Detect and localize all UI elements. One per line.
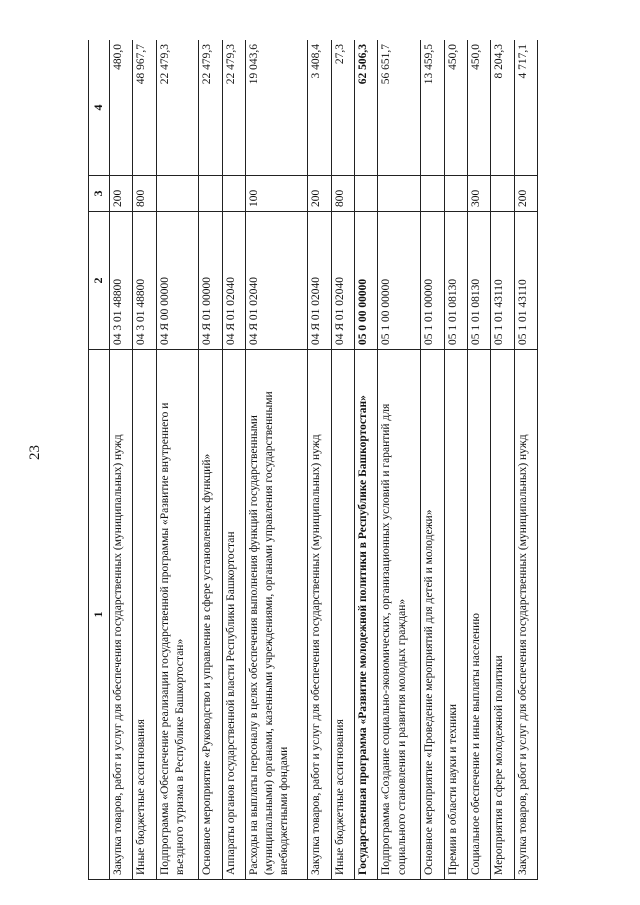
row-name-cell: Основное мероприятие «Проведение мероприятий для детей и молодежи»: [421, 350, 444, 880]
row-amount-cell: 62 506,3: [355, 40, 378, 176]
row-type-cell: [444, 176, 467, 212]
row-code-cell: 05 1 01 08130: [467, 212, 490, 350]
row-code-cell: 05 1 01 43110: [491, 212, 514, 350]
row-code-cell: 05 1 01 08130: [444, 212, 467, 350]
header-cell-type: 3: [89, 176, 110, 212]
row-code-cell: 05 1 01 00000: [421, 212, 444, 350]
table-row: [421, 40, 444, 880]
row-type-cell: 800: [133, 176, 156, 212]
row-type-cell: [491, 176, 514, 212]
table-row: [133, 40, 156, 880]
row-type-cell: [199, 176, 222, 212]
row-code-cell: 04 Я 01 02040: [308, 212, 331, 350]
row-amount-cell: 19 043,6: [246, 40, 308, 176]
table-row: [444, 40, 467, 880]
row-name-cell: Иные бюджетные ассигнования: [331, 350, 354, 880]
budget-table: [88, 40, 538, 880]
row-name-cell: Закупка товаров, работ и услуг для обеспечения государственных (муниципальных) нужд: [514, 350, 537, 880]
row-amount-cell: 3 408,4: [308, 40, 331, 176]
row-amount-cell: 480,0: [109, 40, 132, 176]
row-type-cell: 200: [308, 176, 331, 212]
row-amount-cell: 22 479,3: [222, 40, 245, 176]
row-amount-cell: 22 479,3: [199, 40, 222, 176]
table-row: [246, 40, 308, 880]
row-code-cell: 04 Я 01 02040: [246, 212, 308, 350]
row-type-cell: 100: [246, 176, 308, 212]
header-cell-code: 2: [89, 212, 110, 350]
row-name-cell: Расходы на выплаты персоналу в целях обеспечения выполнения функций государственными (муниципальными) органами, казенными учреждениями, органами управления государственными внебюджетными фондами: [246, 350, 308, 880]
table-row: [355, 40, 378, 880]
table-row: [156, 40, 199, 880]
row-type-cell: 800: [331, 176, 354, 212]
row-code-cell: 04 Я 01 00000: [199, 212, 222, 350]
row-name-cell: Мероприятия в сфере молодежной политики: [491, 350, 514, 880]
row-name-cell: Закупка товаров, работ и услуг для обеспечения государственных (муниципальных) нужд: [308, 350, 331, 880]
row-type-cell: [378, 176, 421, 212]
row-amount-cell: 48 967,7: [133, 40, 156, 176]
row-name-cell: Подпрограмма «Обеспечение реализации государственной программы «Развитие внутреннего и въездного туризма в Республике Башкортостан»: [156, 350, 199, 880]
row-amount-cell: 4 717,1: [514, 40, 537, 176]
table-row: [222, 40, 245, 880]
table-body: [109, 40, 537, 880]
table-row: [467, 40, 490, 880]
table-header-row: [89, 40, 110, 880]
row-amount-cell: 56 651,7: [378, 40, 421, 176]
row-type-cell: [355, 176, 378, 212]
row-name-cell: Подпрограмма «Создание социально-экономических, организационных условий и гарантий для социального становления и развития молодых граждан»: [378, 350, 421, 880]
table-row: [491, 40, 514, 880]
row-type-cell: 200: [109, 176, 132, 212]
row-name-cell: Социальное обеспечение и иные выплаты населению: [467, 350, 490, 880]
row-code-cell: 04 Я 01 02040: [222, 212, 245, 350]
row-code-cell: 05 0 00 00000: [355, 212, 378, 350]
rotated-page-content: [88, 40, 538, 880]
header-cell-name: 1: [89, 350, 110, 880]
row-amount-cell: 450,0: [444, 40, 467, 176]
row-type-cell: [156, 176, 199, 212]
row-type-cell: 200: [514, 176, 537, 212]
row-name-cell: Аппараты органов государственной власти Республики Башкортостан: [222, 350, 245, 880]
table-row: [378, 40, 421, 880]
row-name-cell: Закупка товаров, работ и услуг для обеспечения государственных (муниципальных) нужд: [109, 350, 132, 880]
row-name-cell: Премии в области науки и техники: [444, 350, 467, 880]
row-code-cell: 05 1 01 43110: [514, 212, 537, 350]
row-code-cell: 04 Я 00 00000: [156, 212, 199, 350]
row-amount-cell: 450,0: [467, 40, 490, 176]
table-row: [109, 40, 132, 880]
page-number: 23: [27, 445, 43, 460]
row-amount-cell: 13 459,5: [421, 40, 444, 176]
row-name-cell: Государственная программа «Развитие молодежной политики в Республике Башкортостан»: [355, 350, 378, 880]
row-amount-cell: 27,3: [331, 40, 354, 176]
row-amount-cell: 22 479,3: [156, 40, 199, 176]
table-row: [308, 40, 331, 880]
row-type-cell: [421, 176, 444, 212]
row-code-cell: 05 1 00 00000: [378, 212, 421, 350]
table-row: [199, 40, 222, 880]
row-name-cell: Основное мероприятие «Руководство и управление в сфере установленных функций»: [199, 350, 222, 880]
header-cell-amount: 4: [89, 40, 110, 176]
row-code-cell: 04 3 01 48800: [109, 212, 132, 350]
row-type-cell: 300: [467, 176, 490, 212]
budget-table-container: [88, 40, 538, 880]
row-amount-cell: 8 204,3: [491, 40, 514, 176]
row-type-cell: [222, 176, 245, 212]
row-code-cell: 04 3 01 48800: [133, 212, 156, 350]
row-name-cell: Иные бюджетные ассигнования: [133, 350, 156, 880]
row-code-cell: 04 Я 01 02040: [331, 212, 354, 350]
table-row: [514, 40, 537, 880]
table-row: [331, 40, 354, 880]
